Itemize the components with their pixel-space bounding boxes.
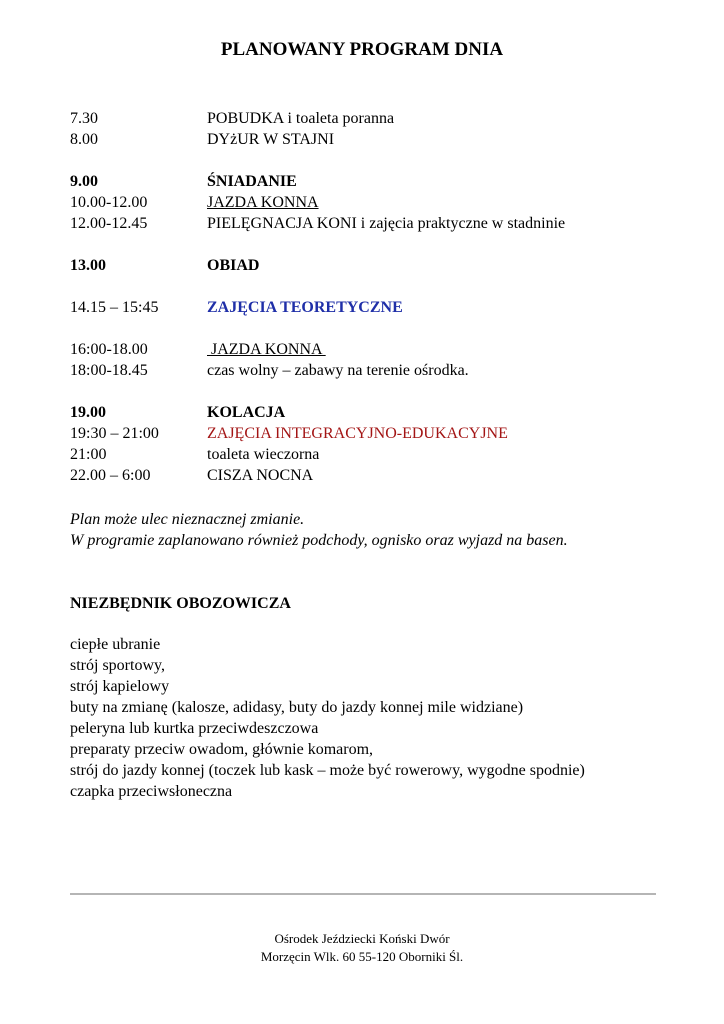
schedule-time: 8.00 xyxy=(70,131,98,148)
schedule-activity: czas wolny – zabawy na terenie ośrodka. xyxy=(207,362,469,379)
list-item: peleryna lub kurtka przeciwdeszczowa xyxy=(70,720,319,737)
schedule-row xyxy=(70,129,690,150)
schedule-row xyxy=(70,423,690,444)
daily-schedule xyxy=(70,108,690,486)
schedule-activity: ŚNIADANIE xyxy=(207,173,297,190)
schedule-time: 12.00-12.45 xyxy=(70,215,148,232)
schedule-activity: JAZDA KONNA xyxy=(207,194,319,211)
essentials-list xyxy=(70,634,670,802)
list-item: strój do jazdy konnej (toczek lub kask – może być rowerowy, wygodne spodnie) xyxy=(70,762,585,779)
schedule-activity: OBIAD xyxy=(207,257,260,274)
schedule-time: 13.00 xyxy=(70,257,106,274)
footer-divider xyxy=(70,893,656,895)
schedule-time: 19.00 xyxy=(70,404,106,421)
schedule-activity: KOLACJA xyxy=(207,404,286,421)
schedule-time: 19:30 – 21:00 xyxy=(70,425,159,442)
schedule-activity: toaleta wieczorna xyxy=(207,446,320,463)
spacer xyxy=(70,150,690,171)
schedule-row xyxy=(70,108,690,129)
schedule-time: 18:00-18.45 xyxy=(70,362,148,379)
spacer xyxy=(70,234,690,255)
schedule-activity: POBUDKA i toaleta poranna xyxy=(207,110,395,127)
schedule-activity: JAZDA KONNA xyxy=(207,341,326,358)
spacer xyxy=(70,381,690,402)
schedule-time: 7.30 xyxy=(70,110,98,127)
schedule-row xyxy=(70,444,690,465)
schedule-activity: CISZA NOCNA xyxy=(207,467,314,484)
schedule-time: 21:00 xyxy=(70,446,107,463)
list-item: czapka przeciwsłoneczna xyxy=(70,783,233,800)
footer xyxy=(0,930,724,966)
schedule-row xyxy=(70,171,690,192)
schedule-row xyxy=(70,402,690,423)
schedule-row xyxy=(70,360,690,381)
list-item: buty na zmianę (kalosze, adidasy, buty do jazdy konnej mile widziane) xyxy=(70,699,524,716)
schedule-time: 10.00-12.00 xyxy=(70,194,148,211)
schedule-row xyxy=(70,255,690,276)
note-line: W programie zaplanowano również podchody, ognisko oraz wyjazd na basen. xyxy=(70,532,568,549)
schedule-activity: PIELĘGNACJA KONI i zajęcia praktyczne w stadninie xyxy=(207,215,566,232)
schedule-time: 14.15 – 15:45 xyxy=(70,299,159,316)
schedule-row xyxy=(70,213,690,234)
footer-line: Ośrodek Jeździecki Koński Dwór xyxy=(274,931,450,946)
schedule-activity: ZAJĘCIA INTEGRACYJNO-EDUKACYJNE xyxy=(207,425,508,442)
list-item: ciepłe ubranie xyxy=(70,636,161,653)
spacer xyxy=(70,276,690,297)
essentials-title: NIEZBĘDNIK OBOZOWICZA xyxy=(70,595,291,612)
spacer xyxy=(70,318,690,339)
schedule-time: 9.00 xyxy=(70,173,98,190)
schedule-activity: DYżUR W STAJNI xyxy=(207,131,335,148)
footer-line: Morzęcin Wlk. 60 55-120 Oborniki Śl. xyxy=(260,949,464,964)
schedule-activity: ZAJĘCIA TEORETYCZNE xyxy=(207,299,403,316)
page-title: PLANOWANY PROGRAM DNIA xyxy=(220,39,504,60)
schedule-time: 22.00 – 6:00 xyxy=(70,467,151,484)
schedule-row xyxy=(70,339,690,360)
schedule-row xyxy=(70,192,690,213)
list-item: preparaty przeciw owadom, głównie komarom, xyxy=(70,741,374,758)
schedule-row xyxy=(70,297,690,318)
schedule-row xyxy=(70,465,690,486)
note-line: Plan może ulec nieznacznej zmianie. xyxy=(70,511,305,528)
schedule-notes xyxy=(70,509,568,551)
schedule-time: 16:00-18.00 xyxy=(70,341,148,358)
list-item: strój sportowy, xyxy=(70,657,165,674)
list-item: strój kapielowy xyxy=(70,678,170,695)
